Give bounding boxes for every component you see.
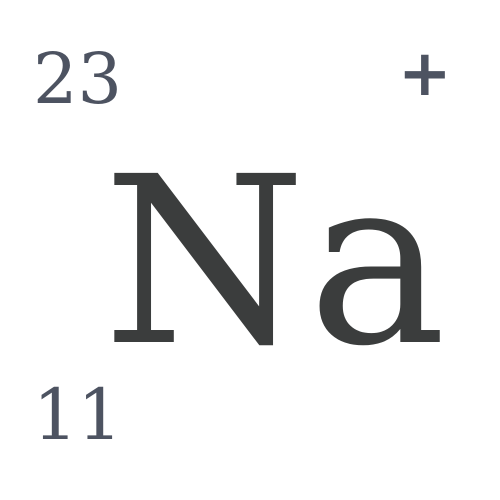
atomic-number: 11 <box>33 374 123 456</box>
mass-number: 23 <box>33 38 123 120</box>
ion-charge: + <box>398 37 452 111</box>
element-symbol: Na <box>103 127 449 397</box>
